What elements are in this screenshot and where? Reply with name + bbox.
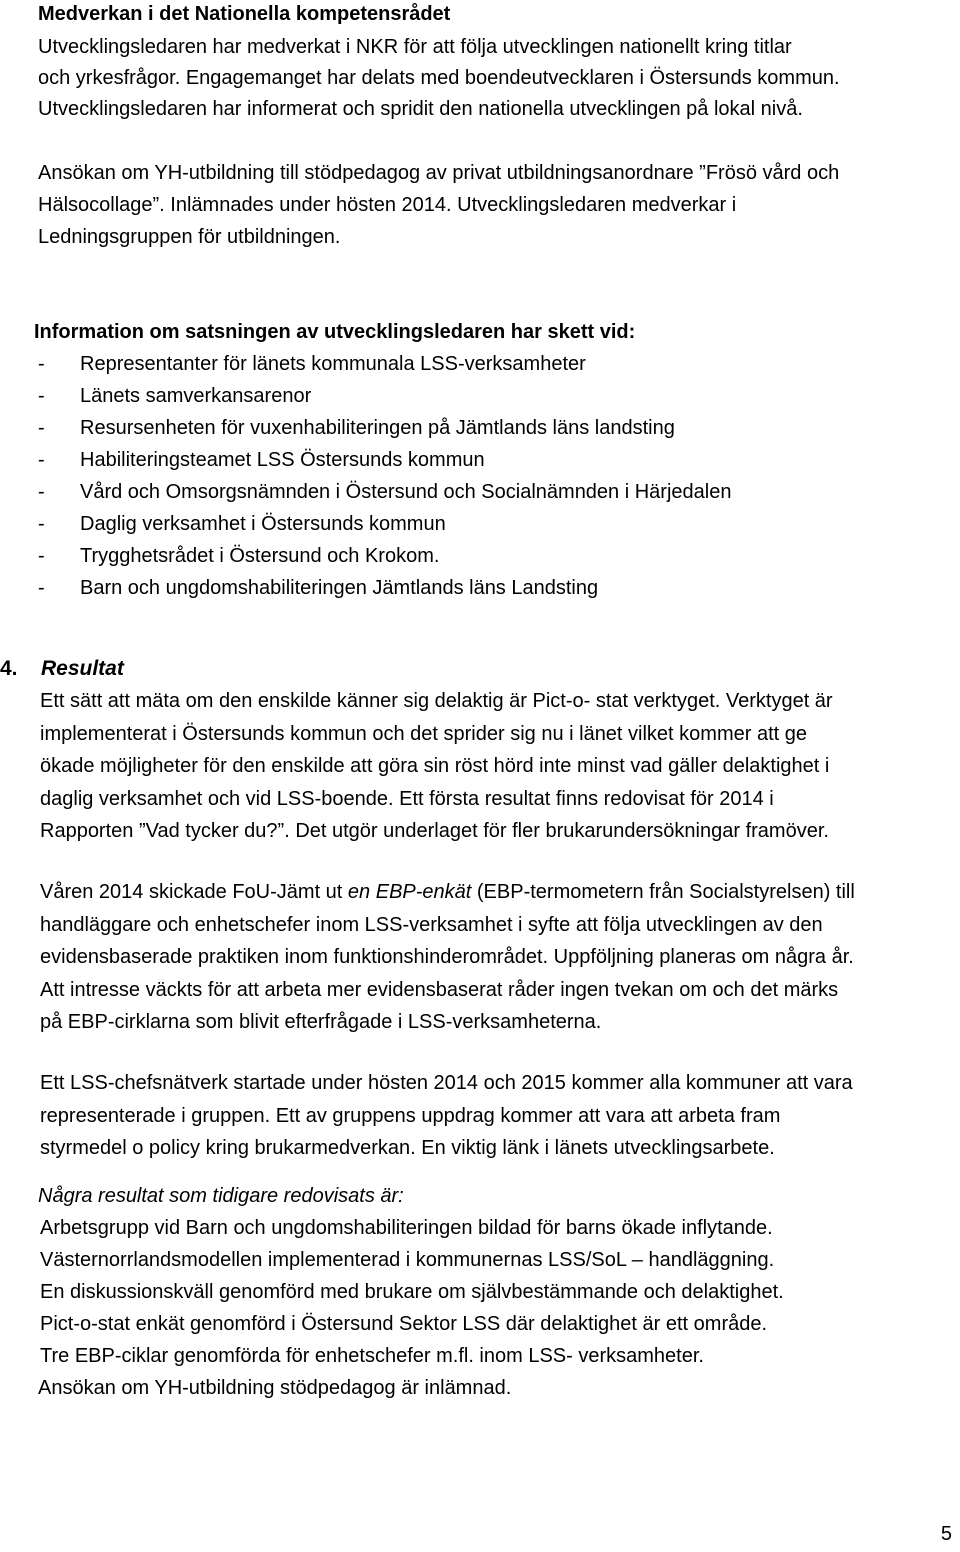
text-run: Våren 2014 skickade FoU-Jämt ut: [40, 881, 348, 903]
paragraph-line: Ett LSS-chefsnätverk startade under hösten 2014 och 2015 kommer alla kommuner att vara: [40, 1072, 853, 1094]
information-heading: Information om satsningen av utvecklingsledaren har skett vid:: [34, 321, 636, 343]
section-heading-nkr: Medverkan i det Nationella kompetensrådet: [38, 3, 451, 25]
paragraph-yh-application: [38, 157, 943, 253]
list-item: [38, 476, 731, 508]
list-dash: -: [38, 449, 45, 471]
paragraph-line: Hälsocollage”. Inlämnades under hösten 2014. Utvecklingsledaren medverkar i: [38, 194, 737, 216]
list-dash: -: [38, 513, 45, 535]
paragraph-line: styrmedel o policy kring brukarmedverkan. En viktig länk i länets utvecklingsarbete.: [40, 1137, 775, 1159]
list-item-text: Vård och Omsorgsnämnden i Östersund och Socialnämnden i Härjedalen: [80, 481, 732, 503]
list-item-text: Habiliteringsteamet LSS Östersunds kommun: [80, 449, 485, 471]
list-item: [38, 412, 731, 444]
paragraph-line: Utvecklingsledaren har medverkat i NKR för att följa utvecklingen nationellt kring titlar: [38, 36, 792, 58]
paragraph-line: Utvecklingsledaren har informerat och spridit den nationella utvecklingen på lokal nivå.: [38, 98, 803, 120]
list-item: Västernorrlandsmodellen implementerad i kommunernas LSS/SoL – handläggning.: [40, 1249, 775, 1271]
list-item: En diskussionskväll genomförd med brukare om självbestämmande och delaktighet.: [40, 1281, 784, 1303]
list-item-text: Trygghetsrådet i Östersund och Krokom.: [80, 545, 440, 567]
previous-results-heading: Några resultat som tidigare redovisats är:: [38, 1185, 404, 1207]
list-item-text: Länets samverkansarenor: [80, 385, 312, 407]
paragraph-line: Att intresse väckts för att arbeta mer evidensbaserat råder ingen tvekan om och det märks: [40, 978, 839, 1001]
paragraph-line: daglig verksamhet och vid LSS-boende. Ett första resultat finns redovisat för 2014 i: [40, 787, 774, 810]
list-item: Ansökan om YH-utbildning stödpedagog är inlämnad.: [38, 1377, 512, 1399]
paragraph-line: representerade i gruppen. Ett av gruppens uppdrag kommer att vara att arbeta fram: [40, 1104, 781, 1127]
page-number: 5: [940, 1523, 952, 1545]
list-item: [38, 508, 731, 540]
information-list: [38, 348, 731, 604]
paragraph-pict-o-stat: [40, 685, 958, 848]
list-item: Pict-o-stat enkät genomförd i Östersund Sektor LSS där delaktighet är ett område.: [40, 1313, 768, 1335]
paragraph-line: och yrkesfrågor. Engagemanget har delats med boendeutvecklaren i Östersunds kommun.: [38, 67, 840, 89]
paragraph-line: Rapporten ”Vad tycker du?”. Det utgör underlaget för fler brukarundersökningar framöver.: [40, 820, 829, 842]
paragraph-line: Ansökan om YH-utbildning till stödpedagog av privat utbildningsanordnare ”Frösö vård och: [38, 162, 840, 184]
list-dash: -: [38, 545, 45, 567]
list-item-text: Daglig verksamhet i Östersunds kommun: [80, 513, 446, 535]
list-item-text: Representanter för länets kommunala LSS-verksamheter: [80, 353, 586, 375]
list-item-text: Resursenheten för vuxenhabiliteringen på Jämtlands läns landsting: [80, 417, 675, 439]
section-heading-result: [0, 655, 124, 683]
list-item: Arbetsgrupp vid Barn och ungdomshabiliteringen bildad för barns ökade inflytande.: [40, 1217, 773, 1239]
paragraph-line: Ett sätt att mäta om den enskilde känner sig delaktig är Pict-o- stat verktyget. Verktyget är: [40, 690, 833, 712]
list-item: Tre EBP-ciklar genomförda för enhetschefer m.fl. inom LSS- verksamheter.: [40, 1345, 704, 1367]
text-run: (EBP-termometern från Socialstyrelsen) till: [471, 881, 855, 903]
section-body-nkr: [38, 32, 938, 125]
section-title: Resultat: [41, 657, 124, 680]
section-number: 4.: [0, 657, 18, 680]
paragraph-line: på EBP-cirklarna som blivit efterfrågade i LSS-verksamheterna.: [40, 1011, 602, 1033]
list-item-text: Barn och ungdomshabiliteringen Jämtlands läns Landsting: [80, 577, 599, 599]
paragraph-ebp-survey: [40, 876, 958, 1039]
list-dash: -: [38, 385, 45, 407]
paragraph-line: [40, 876, 958, 909]
list-item: [38, 540, 731, 572]
list-item: [38, 444, 731, 476]
list-item: [38, 348, 731, 380]
emphasis-text: en EBP-enkät: [347, 881, 472, 903]
list-item: [38, 380, 731, 412]
list-item: [38, 572, 731, 604]
list-dash: -: [38, 577, 45, 599]
paragraph-line: implementerat i Östersunds kommun och det sprider sig nu i länet vilket kommer att ge: [40, 722, 807, 745]
list-dash: -: [38, 481, 45, 503]
paragraph-line: evidensbaserade praktiken inom funktionshinderområdet. Uppföljning planeras om några år.: [40, 946, 854, 968]
paragraph-line: Ledningsgruppen för utbildningen.: [38, 226, 341, 248]
list-dash: -: [38, 353, 45, 375]
previous-results-list: [40, 1212, 784, 1404]
paragraph-line: handläggare och enhetschefer inom LSS-verksamhet i syfte att följa utvecklingen av den: [40, 913, 823, 936]
paragraph-lss-network: [40, 1067, 958, 1165]
paragraph-line: ökade möjligheter för den enskilde att göra sin röst hörd inte minst vad gäller delaktighet i: [40, 755, 830, 777]
list-dash: -: [38, 417, 45, 439]
